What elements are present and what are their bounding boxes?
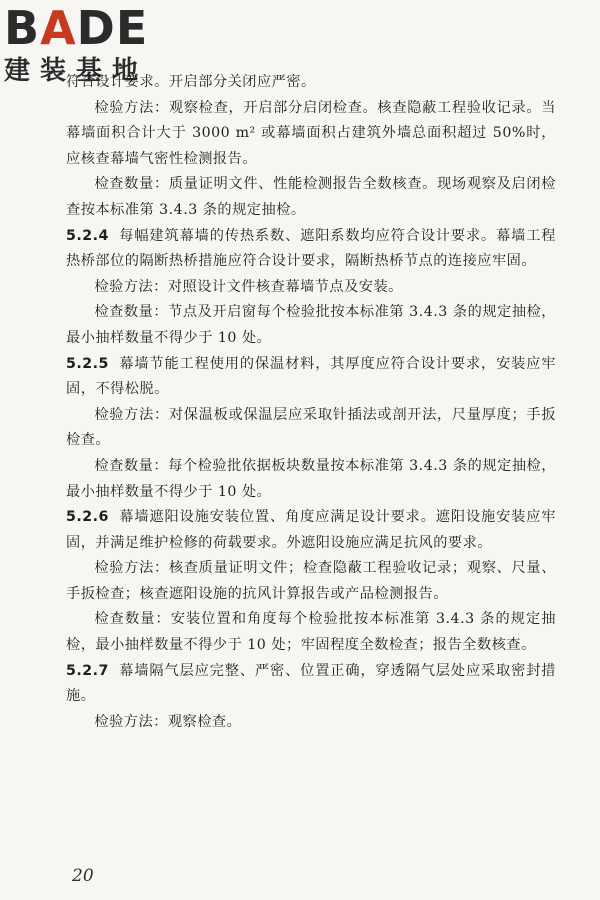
body-paragraph <box>66 300 556 351</box>
body-paragraph <box>66 454 556 505</box>
paragraph-text: 检验方法：观察检查，开启部分启闭检查。核查隐蔽工程验收记录。当幕墙面积合计大于 3000 m² 或幕墙面积占建筑外墙总面积超过 50%时，应核查幕墙气密性检测报告。 <box>66 99 556 167</box>
body-paragraph <box>66 710 556 736</box>
clause-number: 5.2.5 <box>66 355 109 372</box>
paragraph-text: 检验方法：核查质量证明文件；检查隐蔽工程验收记录；观察、尺量、手扳检查；核查遮阳设施的抗风计算报告或产品检测报告。 <box>66 560 556 602</box>
paragraph-text: 检查数量：质量证明文件、性能检测报告全数核查。现场观察及启闭检查按本标准第 3.4.3 条的规定抽检。 <box>66 176 556 218</box>
paragraph-text: 检查数量：安装位置和角度每个检验批按本标准第 3.4.3 条的规定抽检，最小抽样数量不得少于 10 处；牢固程度全数检查；报告全数核查。 <box>66 611 556 654</box>
body-paragraph <box>66 556 556 607</box>
paragraph-text: 检验方法：观察检查。 <box>94 713 242 730</box>
body-paragraph <box>66 70 556 96</box>
body-paragraph <box>66 403 556 454</box>
paragraph-text: 检验方法：对照设计文件核查幕墙节点及安装。 <box>94 278 403 295</box>
body-paragraph <box>66 96 556 173</box>
paragraph-text: 检查数量：节点及开启窗每个检验批按本标准第 3.4.3 条的规定抽检，最小抽样数量不得少于 10 处。 <box>66 304 556 346</box>
clause-number: 5.2.4 <box>66 227 109 244</box>
body-paragraph <box>66 172 556 223</box>
clause-paragraph <box>66 352 556 403</box>
clause-paragraph <box>66 224 556 275</box>
logo-subtitle: 建装基地 <box>4 56 149 86</box>
paragraph-text: 幕墙节能工程使用的保温材料，其厚度应符合设计要求，安装应牢固，不得松脱。 <box>66 355 556 398</box>
paragraph-text: 幕墙遮阳设施安装位置、角度应满足设计要求。遮阳设施安装应牢固，并满足维护检修的荷载要求。外遮阳设施应满足抗风的要求。 <box>66 509 556 551</box>
page-number: 20 <box>72 866 94 886</box>
body-paragraph <box>66 607 556 658</box>
clause-number: 5.2.7 <box>66 662 109 679</box>
clause-paragraph <box>66 659 556 710</box>
document-body <box>66 70 556 735</box>
paragraph-text: 检查数量：每个检验批依据板块数量按本标准第 3.4.3 条的规定抽检，最小抽样数量不得少于 10 处。 <box>66 457 556 500</box>
logo-wordmark: BADE <box>4 1 149 55</box>
paragraph-text: 符合设计要求。开启部分关闭应严密。 <box>66 74 316 90</box>
paragraph-text: 幕墙隔气层应完整、严密、位置正确，穿透隔气层处应采取密封措施。 <box>66 662 556 705</box>
clause-paragraph <box>66 505 556 556</box>
body-paragraph <box>66 275 556 301</box>
clause-number: 5.2.6 <box>66 509 109 526</box>
paragraph-text: 每幅建筑幕墙的传热系数、遮阳系数均应符合设计要求。幕墙工程热桥部位的隔断热桥措施应符合设计要求，隔断热桥节点的连接应牢固。 <box>66 227 556 270</box>
paragraph-text: 检验方法：对保温板或保温层应采取针插法或剖开法，尺量厚度；手扳检查。 <box>66 406 556 449</box>
